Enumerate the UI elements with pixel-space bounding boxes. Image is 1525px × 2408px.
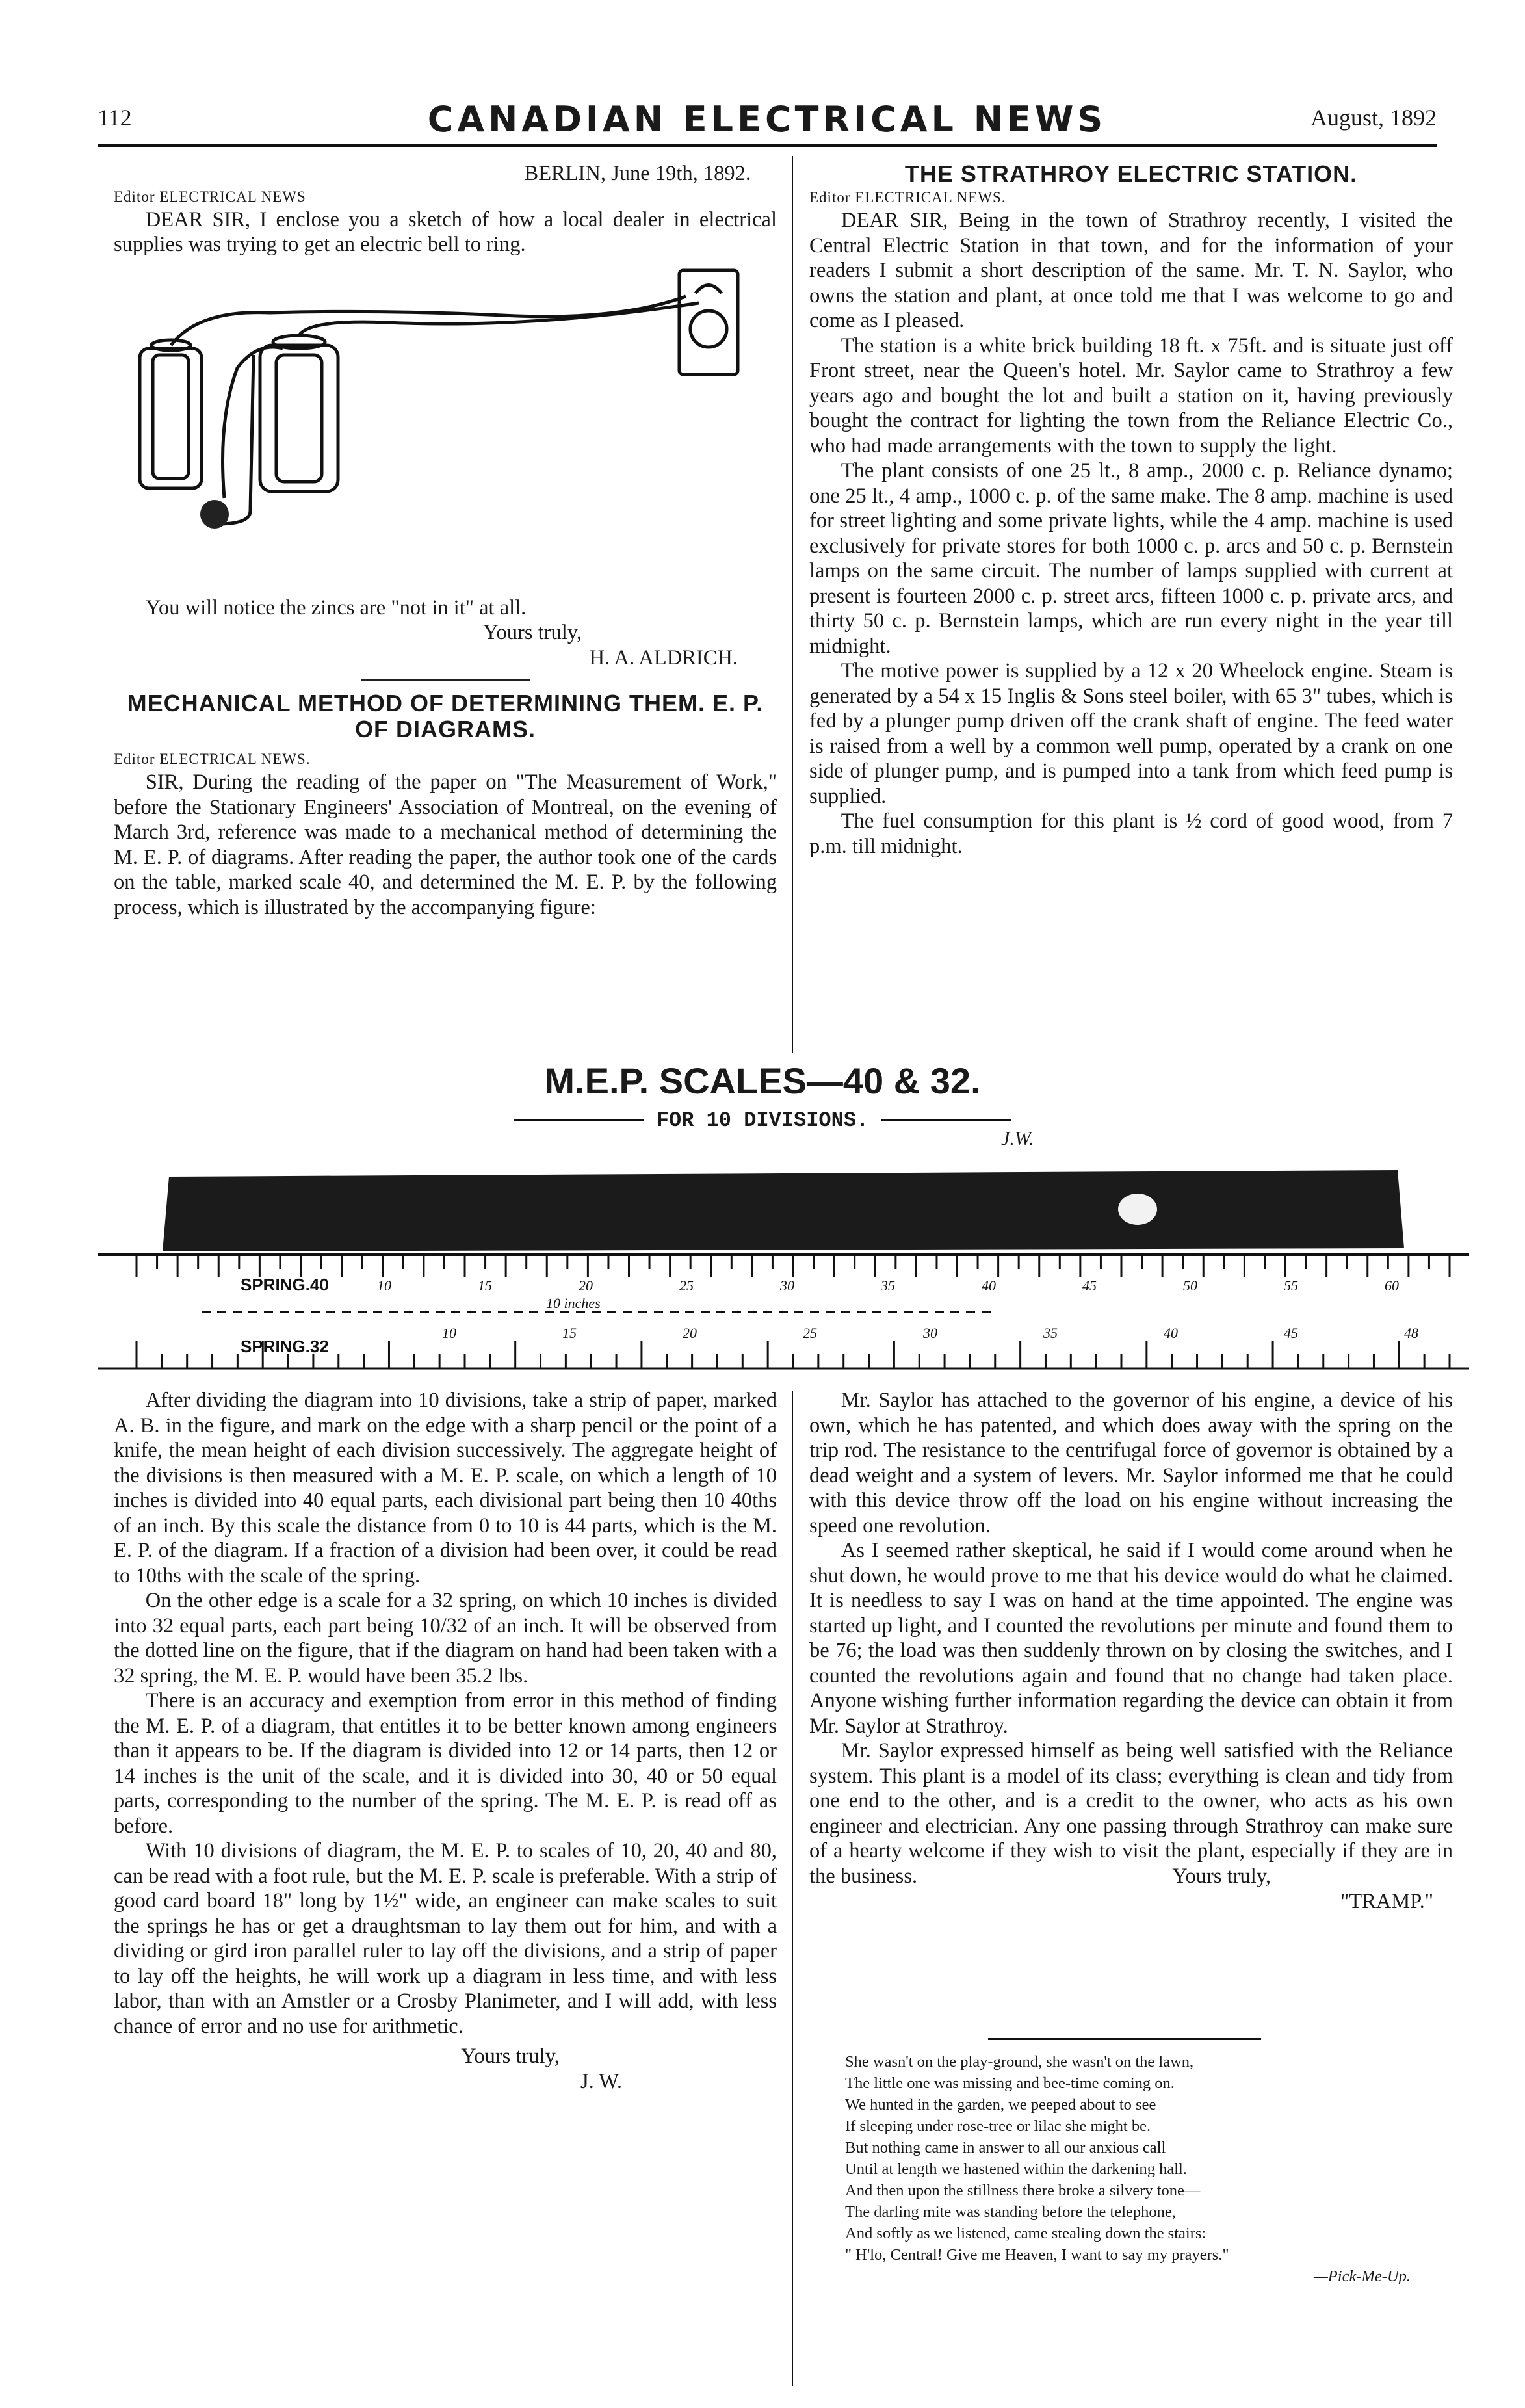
section-divider <box>361 679 530 681</box>
mep-editor-line: Editor ELECTRICAL NEWS. <box>114 751 311 767</box>
scale40-tick-label: 35 <box>881 1277 895 1294</box>
scale40-tick-label: 45 <box>1082 1277 1097 1294</box>
scale40-tick-label: 40 <box>982 1277 996 1294</box>
strathroy-editor-line: Editor ELECTRICAL NEWS. <box>809 189 1006 205</box>
column-divider-bottom <box>792 1391 793 2386</box>
signature: J. W. <box>580 2069 623 2093</box>
masthead-rule <box>98 144 1437 147</box>
right-column-bottom <box>809 1388 1453 1914</box>
issue-date: August, 1892 <box>1310 105 1437 131</box>
poem-line: The little one was missing and bee-time coming on. <box>845 2074 1175 2092</box>
scale40-tick-label: 10 <box>377 1277 391 1294</box>
figure-subtitle <box>0 1108 1525 1132</box>
scale32-tick-label: 20 <box>683 1325 697 1341</box>
closing: Yours truly, <box>483 621 582 644</box>
scale32-tick-label: 40 <box>1164 1325 1178 1341</box>
dotted-label: 10 inches <box>546 1295 601 1311</box>
method-para: With 10 divisions of diagram, the M. E. P. to scales of 10, 20, 40 and 80, can be read with a foot rule, but the M. E. P. scale is preferable. With a strip of good card board 18" long by 1½" wide, an engineer can make scales to suit the springs he has or get a draughtsman to lay them out for him, and with a dividing or gird iron parallel ruler to lay off the divisions, and a strip of paper to lay off the heights, he will work up a diagram in less time, and with less labor, than with an Amstler or a Crosby Planimeter, and I will add, with less chance of error and no use for arithmetic. <box>114 1839 777 2038</box>
scale32-tick-label: 45 <box>1284 1325 1298 1341</box>
bell-sketch <box>114 257 777 595</box>
poem-attribution: —Pick-Me-Up. <box>1314 2268 1411 2285</box>
strathroy-para: DEAR SIR, Being in the town of Strathroy recently, I visited the Central Electric Station in that town, and for the information of your readers I submit a short description of the same. Mr. T. N. Saylor, who owns the station and plant, at once told me that I was welcome to go and come as I pleased. <box>809 209 1453 332</box>
signature: "TRAMP." <box>1340 1889 1433 1913</box>
dateline: BERLIN, June 19th, 1892. <box>524 162 751 185</box>
poem-line: And then upon the stillness there broke a silvery tone— <box>845 2182 1201 2199</box>
poem <box>845 2051 1430 2287</box>
masthead-title: CANADIAN ELECTRICAL NEWS <box>427 99 1107 140</box>
letter-body: DEAR SIR, I enclose you a sketch of how a local dealer in electrical supplies was trying to get an electric bell to ring. <box>114 207 777 256</box>
poem-line: We hunted in the garden, we peeped about to see <box>845 2096 1156 2114</box>
poem-line: The darling mite was standing before the telephone, <box>845 2203 1176 2221</box>
scale32-label: SPRING.32 <box>241 1337 329 1356</box>
scale40-tick-label: 50 <box>1183 1277 1197 1294</box>
closing: Yours truly, <box>1172 1865 1271 1888</box>
scale32-tick-label: 35 <box>1043 1325 1058 1341</box>
figure-title: M.E.P. SCALES—40 & 32. <box>544 1060 981 1101</box>
method-para: On the other edge is a scale for a 32 spring, on which 10 inches is divided into 32 equal parts, each part being 10/32 of an inch. It will be observed from the dotted line on the figure, that if the diagram on hand had been taken with a 32 spring, the M. E. P. would have been 35.2 lbs. <box>114 1589 777 1688</box>
scale32-tick-label: 25 <box>803 1325 817 1341</box>
strathroy-para: The station is a white brick building 18 ft. x 75ft. and is situate just off Front street, near the Queen's hotel. Mr. Saylor came to Strathroy a few years ago and bought the lot and built a station on it, having previously bought the contract for lighting the town from the Reliance Electric Co., who had made arrangements with the town to supply the light. <box>809 334 1453 458</box>
poem-line: She wasn't on the play-ground, she wasn't on the lawn, <box>845 2053 1194 2071</box>
column-divider-top <box>792 156 793 1053</box>
scale40-tick-label: 55 <box>1284 1277 1298 1294</box>
scale40-label: SPRING.40 <box>241 1275 329 1294</box>
mep-scale-figure <box>98 1164 1476 1378</box>
ruler-bar <box>163 1170 1404 1251</box>
scale32-tick-label: 30 <box>923 1325 937 1341</box>
left-column-bottom <box>114 1388 777 2094</box>
scale32-tick-label: 15 <box>562 1325 577 1341</box>
scale40-tick-label: 60 <box>1385 1277 1399 1294</box>
poem-line: But nothing came in answer to all our anxious call <box>845 2139 1166 2156</box>
mep-headline: MECHANICAL METHOD OF DETERMINING THEM. E. P. OF DIAGRAMS. <box>127 690 764 742</box>
strathroy-headline: THE STRATHROY ELECTRIC STATION. <box>904 161 1358 187</box>
poem-rule <box>988 2038 1261 2040</box>
strathroy-para: The motive power is supplied by a 12 x 20 Wheelock engine. Steam is generated by a 54 x 15 Inglis & Sons steel boiler, with 65 3" tubes, which is fed by a plunger pump driven off the crank shaft of engine. The feed water is raised from a well by a common well pump, operated by a crank on one side of plunger pump, and is pumped into a tank from which feed pump is supplied. <box>809 659 1453 808</box>
closing: Yours truly, <box>461 2045 560 2068</box>
scale32-tick-label: 10 <box>442 1325 456 1341</box>
page-number: 112 <box>98 105 132 131</box>
strathroy-para: The fuel consumption for this plant is ½ cord of good wood, from 7 p.m. till midnight. <box>809 809 1453 858</box>
governor-para: Mr. Saylor has attached to the governor of his engine, a device of his own, which he has patented, and which does away with the spring on the trip rod. The resistance to the centrifugal force of governor is obtained by a dead weight and a system of levers. Mr. Saylor informed me that he could with this device throw off the load on his engine without increasing the speed one revolution. <box>809 1389 1453 1538</box>
governor-para: Mr. Saylor expressed himself as being well satisfied with the Reliance system. This plant is a model of its class; everything is clean and tidy from one end to the other, and is a credit to the owner, who acts as his own engineer and electrician. Any one passing through Strathroy can make sure of a hearty welcome if they wish to visit the plant, especially if they are in the business. <box>809 1739 1453 1888</box>
mep-intro: SIR, During the reading of the paper on "The Measurement of Work," before the Stationary Engineers' Association of Montreal, on the evening of March 3rd, reference was made to a mechanical method of determining the M. E. P. of diagrams. After reading the paper, the author took one of the cards on the table, marked scale 40, and determined the M. E. P. by the following process, which is illustrated by the accompanying figure: <box>114 770 777 919</box>
scale32-tick-label: 48 <box>1404 1325 1418 1341</box>
poem-line: " H'lo, Central! Give me Heaven, I want to say my prayers." <box>845 2246 1229 2264</box>
left-column-top <box>114 161 777 920</box>
poem-line: And softly as we listened, came stealing down the stairs: <box>845 2225 1206 2242</box>
method-para: After dividing the diagram into 10 divisions, take a strip of paper, marked A. B. in the figure, and mark on the edge with a sharp pencil or the point of a knife, the mean height of each division successively. The aggregate height of the divisions is then measured with a M. E. P. scale, on which a length of 10 inches is divided into 40 equal parts, each divisional part being then 10 40ths of an inch. By this scale the distance from 0 to 10 is 44 parts, which is the M. E. P. of the diagram. If a fraction of a division had been over, it could be read to 10ths with the scale of the spring. <box>114 1389 777 1588</box>
strathroy-para: The plant consists of one 25 lt., 8 amp., 2000 c. p. Reliance dynamo; one 25 lt., 4 amp., 1000 c. p. of the same make. The 8 amp. machine is used for street lighting and some private lights, while the 4 amp. machine is used exclusively for private stores for both 1000 c. p. arcs and 50 c. p. Bernstein lamps on the same circuit. The number of lamps supplied with current at present is fourteen 2000 c. p. street arcs, fifteen 1000 c. p. private arcs, and thirty 50 c. p. Bernstein lamps, which are run every night in the year till midnight. <box>809 459 1453 658</box>
editor-line: Editor ELECTRICAL NEWS <box>114 188 306 205</box>
figure-initials: J.W. <box>1001 1128 1034 1149</box>
scale40-tick-label: 20 <box>579 1277 593 1294</box>
governor-para: As I seemed rather skeptical, he said if I would come around when he shut down, he would prove to me that his device would do what he claimed. It is needless to say I was on hand at the time appointed. The engine was started up light, and I counted the revolutions per minute and found them to be 76; the load was then suddenly thrown on by closing the switches, and I counted the revolutions again and found that no change had taken place. Anyone wishing further information regarding the device can obtain it from Mr. Saylor at Strathroy. <box>809 1539 1453 1738</box>
scale40-tick-label: 30 <box>780 1277 794 1294</box>
figure-subtitle-text: FOR 10 DIVISIONS. <box>656 1108 869 1132</box>
scale40-tick-label: 15 <box>478 1277 492 1294</box>
method-para: There is an accuracy and exemption from error in this method of finding the M. E. P. of a diagram, that entitles it to be better known among engineers than it appears to be. If the diagram is divided into 12 or 14 parts, then 12 or 14 inches is the unit of the scale, and it is divided into 30, 40 or 50 equal parts, corresponding to the number of the spring. The M. E. P. is read off as before. <box>114 1689 777 1838</box>
poem-line: If sleeping under rose-tree or lilac she might be. <box>845 2117 1151 2135</box>
sketch-caption: You will notice the zincs are "not in it" at all. <box>145 595 527 620</box>
masthead <box>98 98 1437 143</box>
right-column-top <box>809 161 1453 859</box>
signature: H. A. ALDRICH. <box>589 646 738 670</box>
scale40-tick-label: 25 <box>679 1277 694 1294</box>
poem-line: Until at length we hastened within the darkening hall. <box>845 2160 1187 2178</box>
